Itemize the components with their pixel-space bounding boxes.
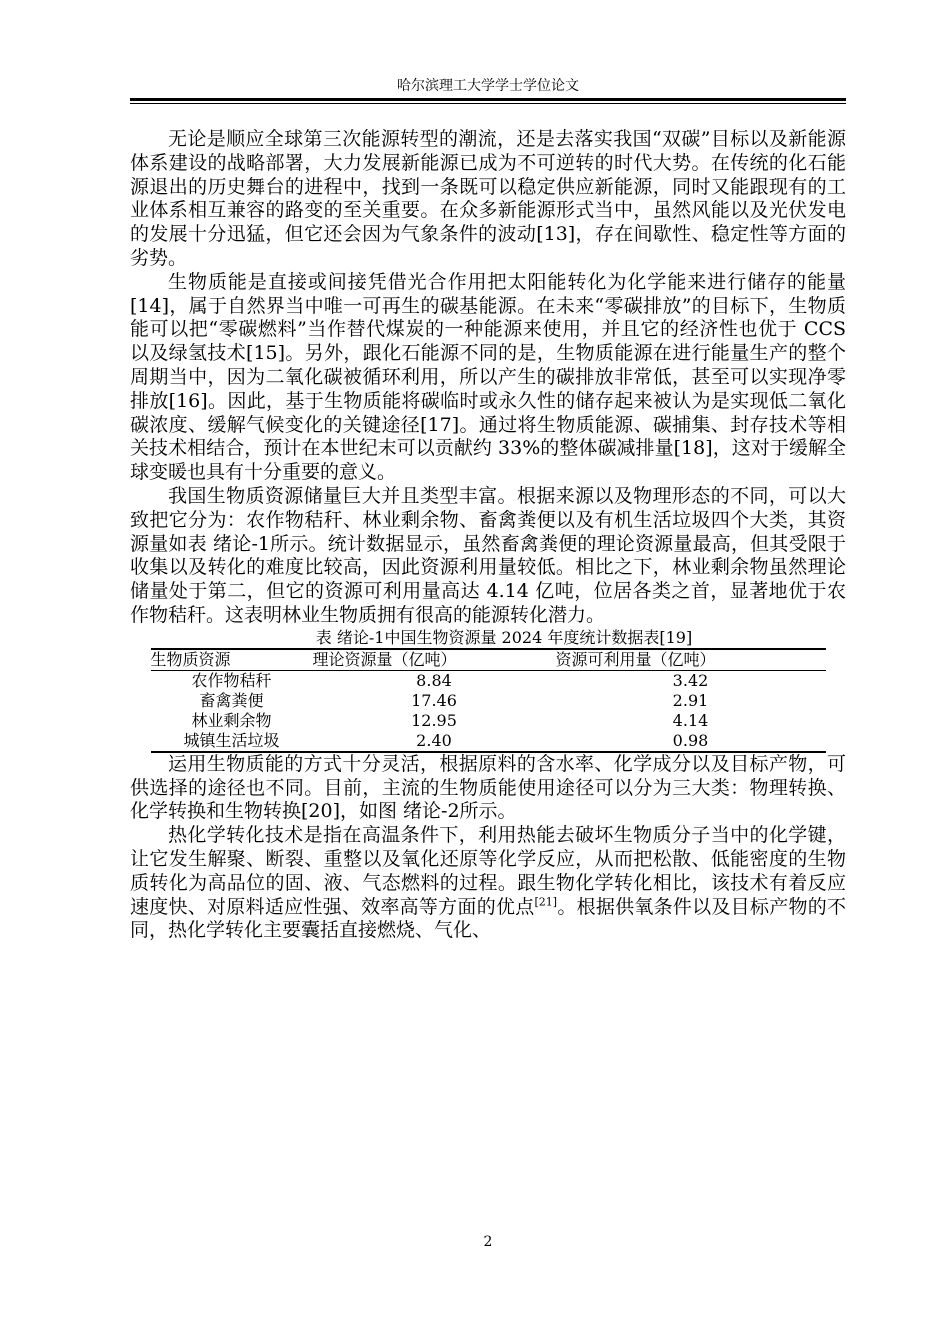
paragraph-4: 运用生物质能的方式十分灵活，根据原料的含水率、化学成分以及目标产物，可供选择的途径也不同。目前，主流的生物质能使用途径可以分为三大类：物理转换、化学转换和生物转换[20]，如图 绪论-2所示。 bbox=[130, 752, 846, 823]
page-header: 哈尔滨理工大学学士学位论文 bbox=[397, 78, 579, 94]
table-cell: 林业剩余物 bbox=[191, 710, 272, 730]
table-row bbox=[151, 670, 826, 691]
paragraph-5-text-b: 。根据供氧条件以及目标产物的不同，热化学转化主要囊括直接燃烧、气化、 bbox=[130, 895, 846, 942]
table-row bbox=[151, 711, 826, 731]
table-cell: 2.91 bbox=[672, 690, 709, 710]
page-number: 2 bbox=[483, 1234, 493, 1250]
table-header-cell: 理论资源量（亿吨） bbox=[313, 649, 556, 671]
table-cell: 城镇生活垃圾 bbox=[151, 731, 313, 752]
table-cell: 12.95 bbox=[411, 710, 457, 730]
resource-table bbox=[151, 648, 826, 753]
table-cell: 农作物秸秆 bbox=[191, 670, 272, 690]
table-cell: 4.14 bbox=[672, 710, 709, 730]
paragraph-5-text-a: 热化学转化技术是指在高温条件下，利用热能去破坏生物质分子当中的化学键，让它发生解聚、断裂、重整以及氧化还原等化学反应，从而把松散、低能密度的生物质转化为高品位的固、液、气态燃料的过程。跟生物化学转化相比，该技术有着反应速度快、对原料适应性强、效率高等方面的优点 bbox=[130, 824, 846, 918]
paragraph-1: 无论是顺应全球第三次能源转型的潮流，还是去落实我国“双碳”目标以及新能源体系建设的战略部署，大力发展新能源已成为不可逆转的时代大势。在传统的化石能源退出的历史舞台的进程中，找到一条既可以稳定供应新能源，同时又能跟现有的工业体系相互兼容的路变的至关重要。在众多新能源形式当中，虽然风能以及光伏发电的发展十分迅猛，但它还会因为气象条件的波动[13]，存在间歇性、稳定性等方面的劣势。 bbox=[130, 128, 846, 269]
paragraph-2: 生物质能是直接或间接凭借光合作用把太阳能转化为化学能来进行储存的能量[14]，属于自然界当中唯一可再生的碳基能源。在未来“零碳排放”的目标下，生物质能可以把“零碳燃料”当作替代煤炭的一种能源来使用，并且它的经济性也优于 CCS 以及绿氢技术[15]。另外，跟化石能源不同的是，生物质能源在进行能量生产的整个周期当中，因为二氧化碳被循环利用，所以产生的碳排放非常低，甚至可以实现净零排放[16]。因此，基于生物质能将碳临时或永久性的储存起来被认为是实现低二氧化碳浓度、缓解气候变化的关键途径[17]。通过将生物质能源、碳捕集、封存技术等相关技术相结合，预计在本世纪末可以贡献约 33%的整体碳减排量[18]，这对于缓解全球变暖也具有十分重要的意义。 bbox=[130, 270, 846, 484]
table-cell: 畜禽粪便 bbox=[199, 690, 264, 710]
table-cell: 17.46 bbox=[411, 690, 457, 710]
table-cell: 0.98 bbox=[555, 731, 825, 752]
paragraph-5 bbox=[130, 824, 846, 943]
paragraph-3: 我国生物质资源储量巨大并且类型丰富。根据来源以及物理形态的不同，可以大致把它分为：农作物秸秆、林业剩余物、畜禽粪便以及有机生活垃圾四个大类，其资源量如表 绪论-1所示。统计数据显示，虽然畜禽粪便的理论资源量最高，但其受限于收集以及转化的难度比较高，因此资源利用量较低。相比之下，林业剩余物虽然理论储量处于第二，但它的资源可利用量高达 4.14 亿吨，位居各类之首，显著地优于农作物秸秆。这表明林业生物质拥有很高的能源转化潜力。 bbox=[130, 484, 846, 626]
table-cell: 3.42 bbox=[672, 670, 709, 690]
table-header-cell: 资源可利用量（亿吨） bbox=[555, 649, 825, 671]
table-cell: 8.84 bbox=[416, 670, 452, 690]
table-cell: 2.40 bbox=[313, 731, 556, 752]
table-header-row bbox=[151, 649, 826, 671]
table-header-cell: 生物质资源 bbox=[151, 649, 313, 671]
citation-superscript: [21] bbox=[534, 895, 558, 909]
header-rule-thin bbox=[130, 103, 846, 104]
table-row bbox=[151, 731, 826, 752]
table-row bbox=[151, 691, 826, 711]
table-caption: 表 绪论-1中国生物资源量 2024 年度统计数据表[19] bbox=[315, 627, 693, 647]
header-rule-thick bbox=[130, 98, 846, 101]
page-body bbox=[130, 128, 846, 943]
